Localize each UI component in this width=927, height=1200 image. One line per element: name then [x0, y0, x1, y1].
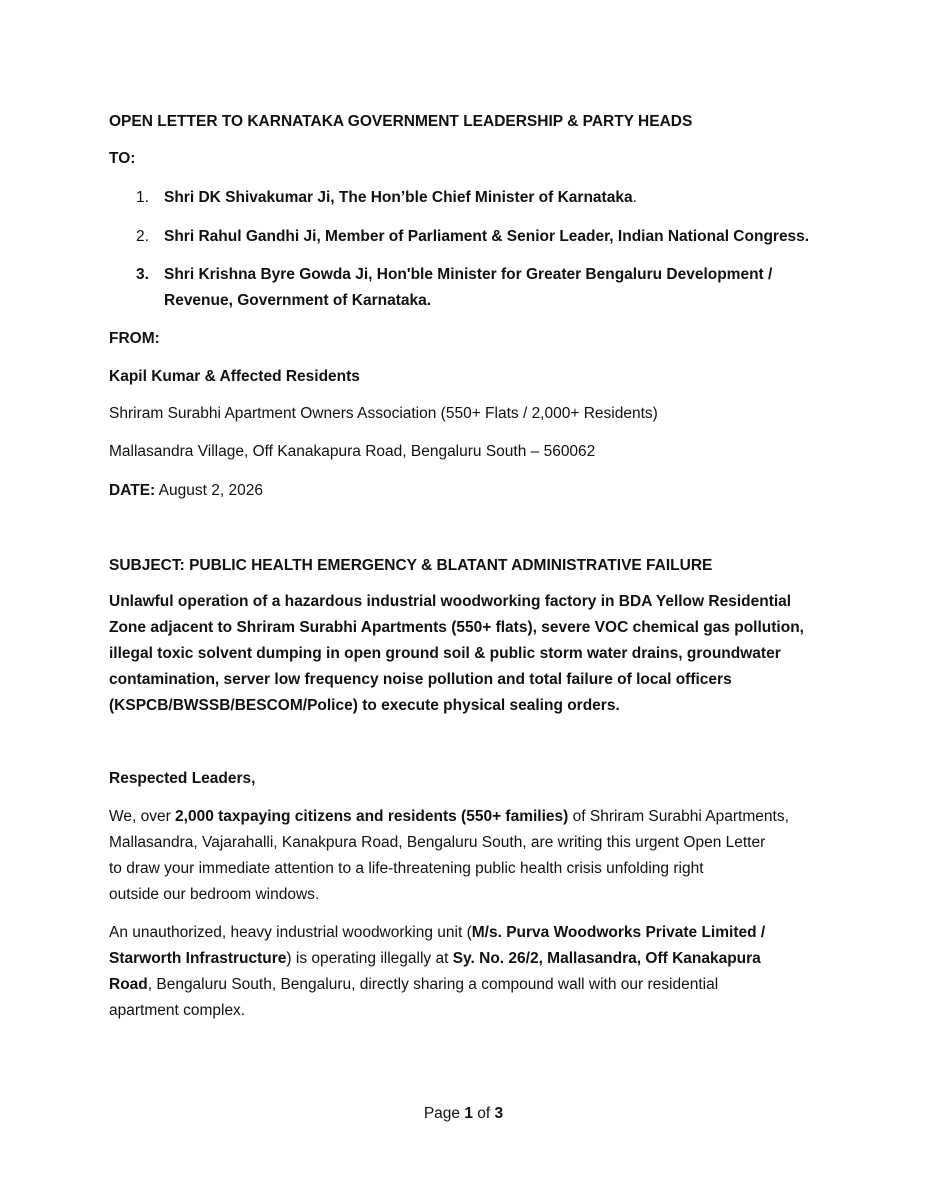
- paragraph-1: We, over 2,000 taxpaying citizens and residents (550+ families) of Shriram Surabhi Apartments, Mallasandra, Vajarahalli, Kanakpura Road, Bengaluru South, are writing this urgent Open Letter to draw your immediate attention to a life-threatening public health crisis unfolding right outside our bedroom windows.: [109, 808, 789, 903]
- recipient-name: Shri Rahul Gandhi Ji: [164, 228, 317, 245]
- current-page: 1: [464, 1105, 473, 1122]
- subject-summary: [109, 589, 824, 719]
- paragraph-2: An unauthorized, heavy industrial woodworking unit (M/s. Purva Woodworks Private Limited / Starworth Infrastructure) is operating illegally at Sy. No. 26/2, Mallasandra, Off Kanakapura Road, Bengaluru South, Bengaluru, directly sharing a compound wall with our residential apartment complex.: [109, 924, 766, 1019]
- recipient-number: 3.: [136, 266, 149, 283]
- emphasis-survey-number: Sy. No. 26/2, Mallasandra, Off Kanakapura: [452, 950, 761, 967]
- date-label: DATE:: [109, 482, 156, 499]
- page-footer: Page 1 of 3: [423, 1105, 504, 1122]
- summary-line: illegal toxic solvent dumping in open ground soil & public storm water drains, groundwater: [109, 645, 781, 662]
- recipient-role: , The Hon’ble Chief Minister of Karnataka: [330, 189, 633, 206]
- emphasis-survey-number-cont: Road: [109, 976, 148, 993]
- date-value: August 2, 2026: [155, 482, 263, 499]
- recipient-role: , Member of Parliament & Senior Leader, Indian National Congress.: [316, 228, 810, 245]
- recipient-name: Shri DK Shivakumar Ji: [164, 189, 331, 206]
- recipient-number: 2.: [136, 228, 149, 245]
- recipient-number: 1.: [136, 189, 149, 206]
- subject-line: SUBJECT: PUBLIC HEALTH EMERGENCY & BLATANT ADMINISTRATIVE FAILURE: [109, 557, 713, 574]
- emphasis-company: M/s. Purva Woodworks Private Limited /: [471, 924, 766, 941]
- summary-line: (KSPCB/BWSSB/BESCOM/Police) to execute physical sealing orders.: [109, 697, 620, 714]
- association-line: Shriram Surabhi Apartment Owners Association (550+ Flats / 2,000+ Residents): [109, 405, 658, 422]
- date-line: [109, 478, 824, 504]
- salutation: Respected Leaders,: [109, 770, 256, 787]
- recipient-role-cont: Revenue, Government of Karnataka.: [164, 292, 432, 309]
- sender-name: Kapil Kumar & Affected Residents: [109, 368, 360, 385]
- letter-title: OPEN LETTER TO KARNATAKA GOVERNMENT LEADERSHIP & PARTY HEADS: [109, 113, 693, 130]
- summary-line: Zone adjacent to Shriram Surabhi Apartments (550+ flats), severe VOC chemical gas pollution,: [109, 619, 804, 636]
- recipient-role: , Hon'ble Minister for Greater Bengaluru Development /: [368, 266, 773, 283]
- document-page: OPEN LETTER TO KARNATAKA GOVERNMENT LEADERSHIP & PARTY HEADS TO: 1. Shri DK Shivakumar Ji, The Hon’ble Chief Minister of Karnataka. 2. Shri Rahul Gandhi Ji, Member of Parliament & Senior Leader, Indian National Congress. 3. Shri Krishna Byre Gowda Ji, Hon'ble Minister for Greater Bengaluru Development / Revenue, Government of Karnataka. FROM: Kapil Kumar & Affected Residents Shriram Surabhi Apartment Owners Association (550+ Flats / 2,000+ Residents) Mallasandra Village, Off Kanakapura Road, Bengaluru South – 560062 DATE: August 2, 2026 SUBJECT: PUBLIC HEALTH EMERGENCY & BLATANT ADMINISTRATIVE FAILURE Unlawful operation of a hazardous industrial woodworking factory in BDA Yellow Residential Zone adjacent to Shriram Surabhi Apartments (550+ flats), severe VOC chemical gas pollution, illegal toxic solvent dumping in open ground soil & public storm water drains, groundwater contamination, server low frequency noise pollution and total failure of local officers (KSPCB/BWSSB/BESCOM/Police) to execute physical sealing orders. Respected Leaders, We, over 2,000 taxpaying citizens and residents (550+ families) of Shriram Surabhi Apartments, Mallasandra, Vajarahalli, Kanakpura Road, Bengaluru South, are writing this urgent Open Letter to draw your immediate attention to a life-threatening public health crisis unfolding right outside our bedroom windows. An unauthorized, heavy industrial woodworking unit (M/s. Purva Woodworks Private Limited / Starworth Infrastructure) is operating illegally at Sy. No. 26/2, Mallasandra, Off Kanakapura Road, Bengaluru South, Bengaluru, directly sharing a compound wall with our residential apartment complex. Page 1 of 3: [0, 0, 927, 1200]
- from-label: FROM:: [109, 330, 160, 347]
- emphasis-company-cont: Starworth Infrastructure: [109, 950, 287, 967]
- summary-line: Unlawful operation of a hazardous industrial woodworking factory in BDA Yellow Residential: [109, 593, 792, 610]
- summary-line: contamination, server low frequency noise pollution and total failure of local officers: [109, 671, 732, 688]
- recipient-name: Shri Krishna Byre Gowda Ji: [164, 266, 369, 283]
- total-pages: 3: [494, 1105, 504, 1122]
- emphasis-residents: 2,000 taxpaying citizens and residents (550+ families): [175, 808, 569, 825]
- address-line: Mallasandra Village, Off Kanakapura Road, Bengaluru South – 560062: [109, 443, 596, 460]
- to-label: TO:: [109, 150, 136, 167]
